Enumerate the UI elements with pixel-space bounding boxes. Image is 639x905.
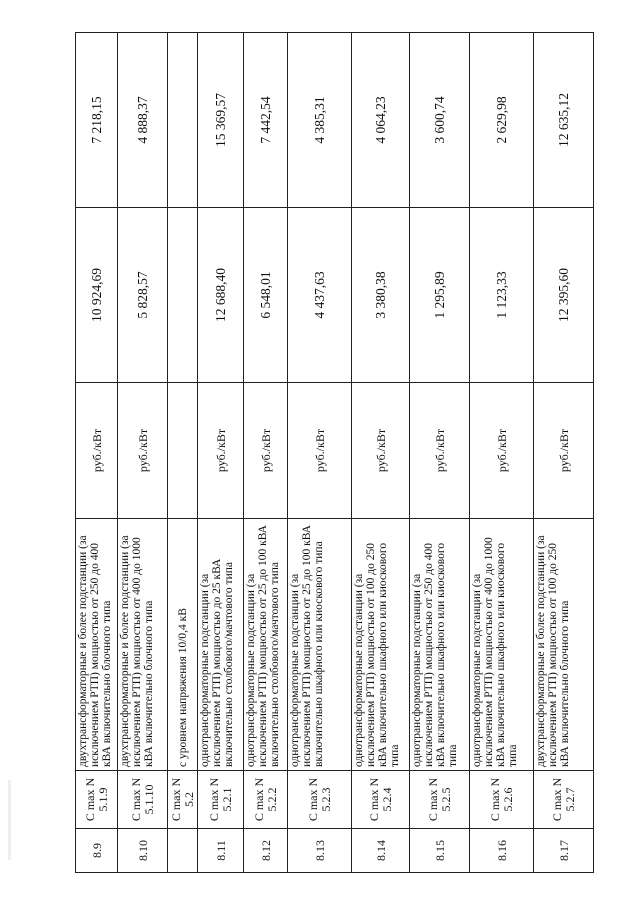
row-number: 8.14 [352,829,410,873]
row-description: однотрансформаторные подстанции (за исключением РТП) мощностью от 25 до 100 кВА включительно столбового/мачтового типа [244,519,288,771]
row-unit: руб./кВт [534,383,594,519]
row-description: однотрансформаторные подстанции (за исключением РТП) мощностью от 250 до 400 кВА включительно шкафного или киоскового типа [410,519,470,771]
table-row [534,33,594,873]
table-row [410,33,470,873]
row-value-2: 12 635,12 [534,33,594,208]
row-description: однотрансформаторные подстанции (за исключением РТП) мощностью от 100 до 250 кВА включительно шкафного или киоскового типа [352,519,410,771]
row-value-2: 3 600,74 [410,33,470,208]
row-unit: руб./кВт [470,383,534,519]
row-number: 8.12 [244,829,288,873]
row-number: 8.10 [118,829,168,873]
row-code: C max N 5.2.6 [470,771,534,829]
row-unit: руб./кВт [244,383,288,519]
row-number [168,829,198,873]
row-code: C max N 5.1.9 [76,771,118,829]
row-number: 8.13 [288,829,352,873]
row-description: однотрансформаторные подстанции (за исключением РТП) мощностью от 25 до 100 кВА включительно шкафного или киоскового типа [288,519,352,771]
row-value-1: 5 828,57 [118,208,168,383]
row-value-1: 12 395,60 [534,208,594,383]
row-code: C max N 5.1.10 [118,771,168,829]
table-row [352,33,410,873]
row-unit: руб./кВт [288,383,352,519]
section-code: C max N 5.2 [168,771,198,829]
row-code: C max N 5.2.1 [198,771,244,829]
row-unit [168,383,198,519]
row-code: C max N 5.2.7 [534,771,594,829]
table-row [470,33,534,873]
row-value-2 [168,33,198,208]
row-number: 8.16 [470,829,534,873]
tariff-table [75,32,594,873]
row-value-1: 1 123,33 [470,208,534,383]
row-value-1: 4 437,63 [288,208,352,383]
row-number: 8.17 [534,829,594,873]
scan-margin-mark [8,780,11,860]
row-description: однотрансформаторные подстанции (за исключением РТП) мощностью до 25 кВА включительно столбового/мачтового типа [198,519,244,771]
row-description: двухтрансформаторные и более подстанции (за исключением РТП) мощностью от 400 до 1000 кВА включительно блочного типа [118,519,168,771]
row-value-2: 4 385,31 [288,33,352,208]
row-unit: руб./кВт [118,383,168,519]
row-value-1: 1 295,89 [410,208,470,383]
row-unit: руб./кВт [198,383,244,519]
row-description: двухтрансформаторные и более подстанции (за исключением РТП) мощностью от 250 до 400 кВА включительно блочного типа [76,519,118,771]
row-unit: руб./кВт [352,383,410,519]
row-value-2: 7 442,54 [244,33,288,208]
row-value-1: 3 380,38 [352,208,410,383]
row-unit: руб./кВт [410,383,470,519]
row-number: 8.9 [76,829,118,873]
row-unit: руб./кВт [76,383,118,519]
row-value-1: 12 688,40 [198,208,244,383]
table-row [76,33,118,873]
row-code: C max N 5.2.3 [288,771,352,829]
row-value-2: 7 218,15 [76,33,118,208]
row-code: C max N 5.2.5 [410,771,470,829]
row-value-2: 4 888,37 [118,33,168,208]
rotated-table-container [75,33,605,873]
table-row [118,33,168,873]
table-row [244,33,288,873]
row-value-2: 2 629,98 [470,33,534,208]
row-code: C max N 5.2.4 [352,771,410,829]
row-value-1: 10 924,69 [76,208,118,383]
row-value-1 [168,208,198,383]
row-description: однотрансформаторные подстанции (за исключением РТП) мощностью от 400 до 1000 кВА включительно шкафного или киоскового типа [470,519,534,771]
row-value-2: 15 369,57 [198,33,244,208]
table-section-row [168,33,198,873]
row-number: 8.11 [198,829,244,873]
section-description: с уровнем напряжения 10/0,4 кВ [168,519,198,771]
row-value-2: 4 064,23 [352,33,410,208]
row-code: C max N 5.2.2 [244,771,288,829]
row-number: 8.15 [410,829,470,873]
table-row [198,33,244,873]
table-row [288,33,352,873]
row-description: двухтрансформаторные и более подстанции (за исключением РТП) мощностью от 100 до 250 кВА включительно блочного типа [534,519,594,771]
row-value-1: 6 548,01 [244,208,288,383]
